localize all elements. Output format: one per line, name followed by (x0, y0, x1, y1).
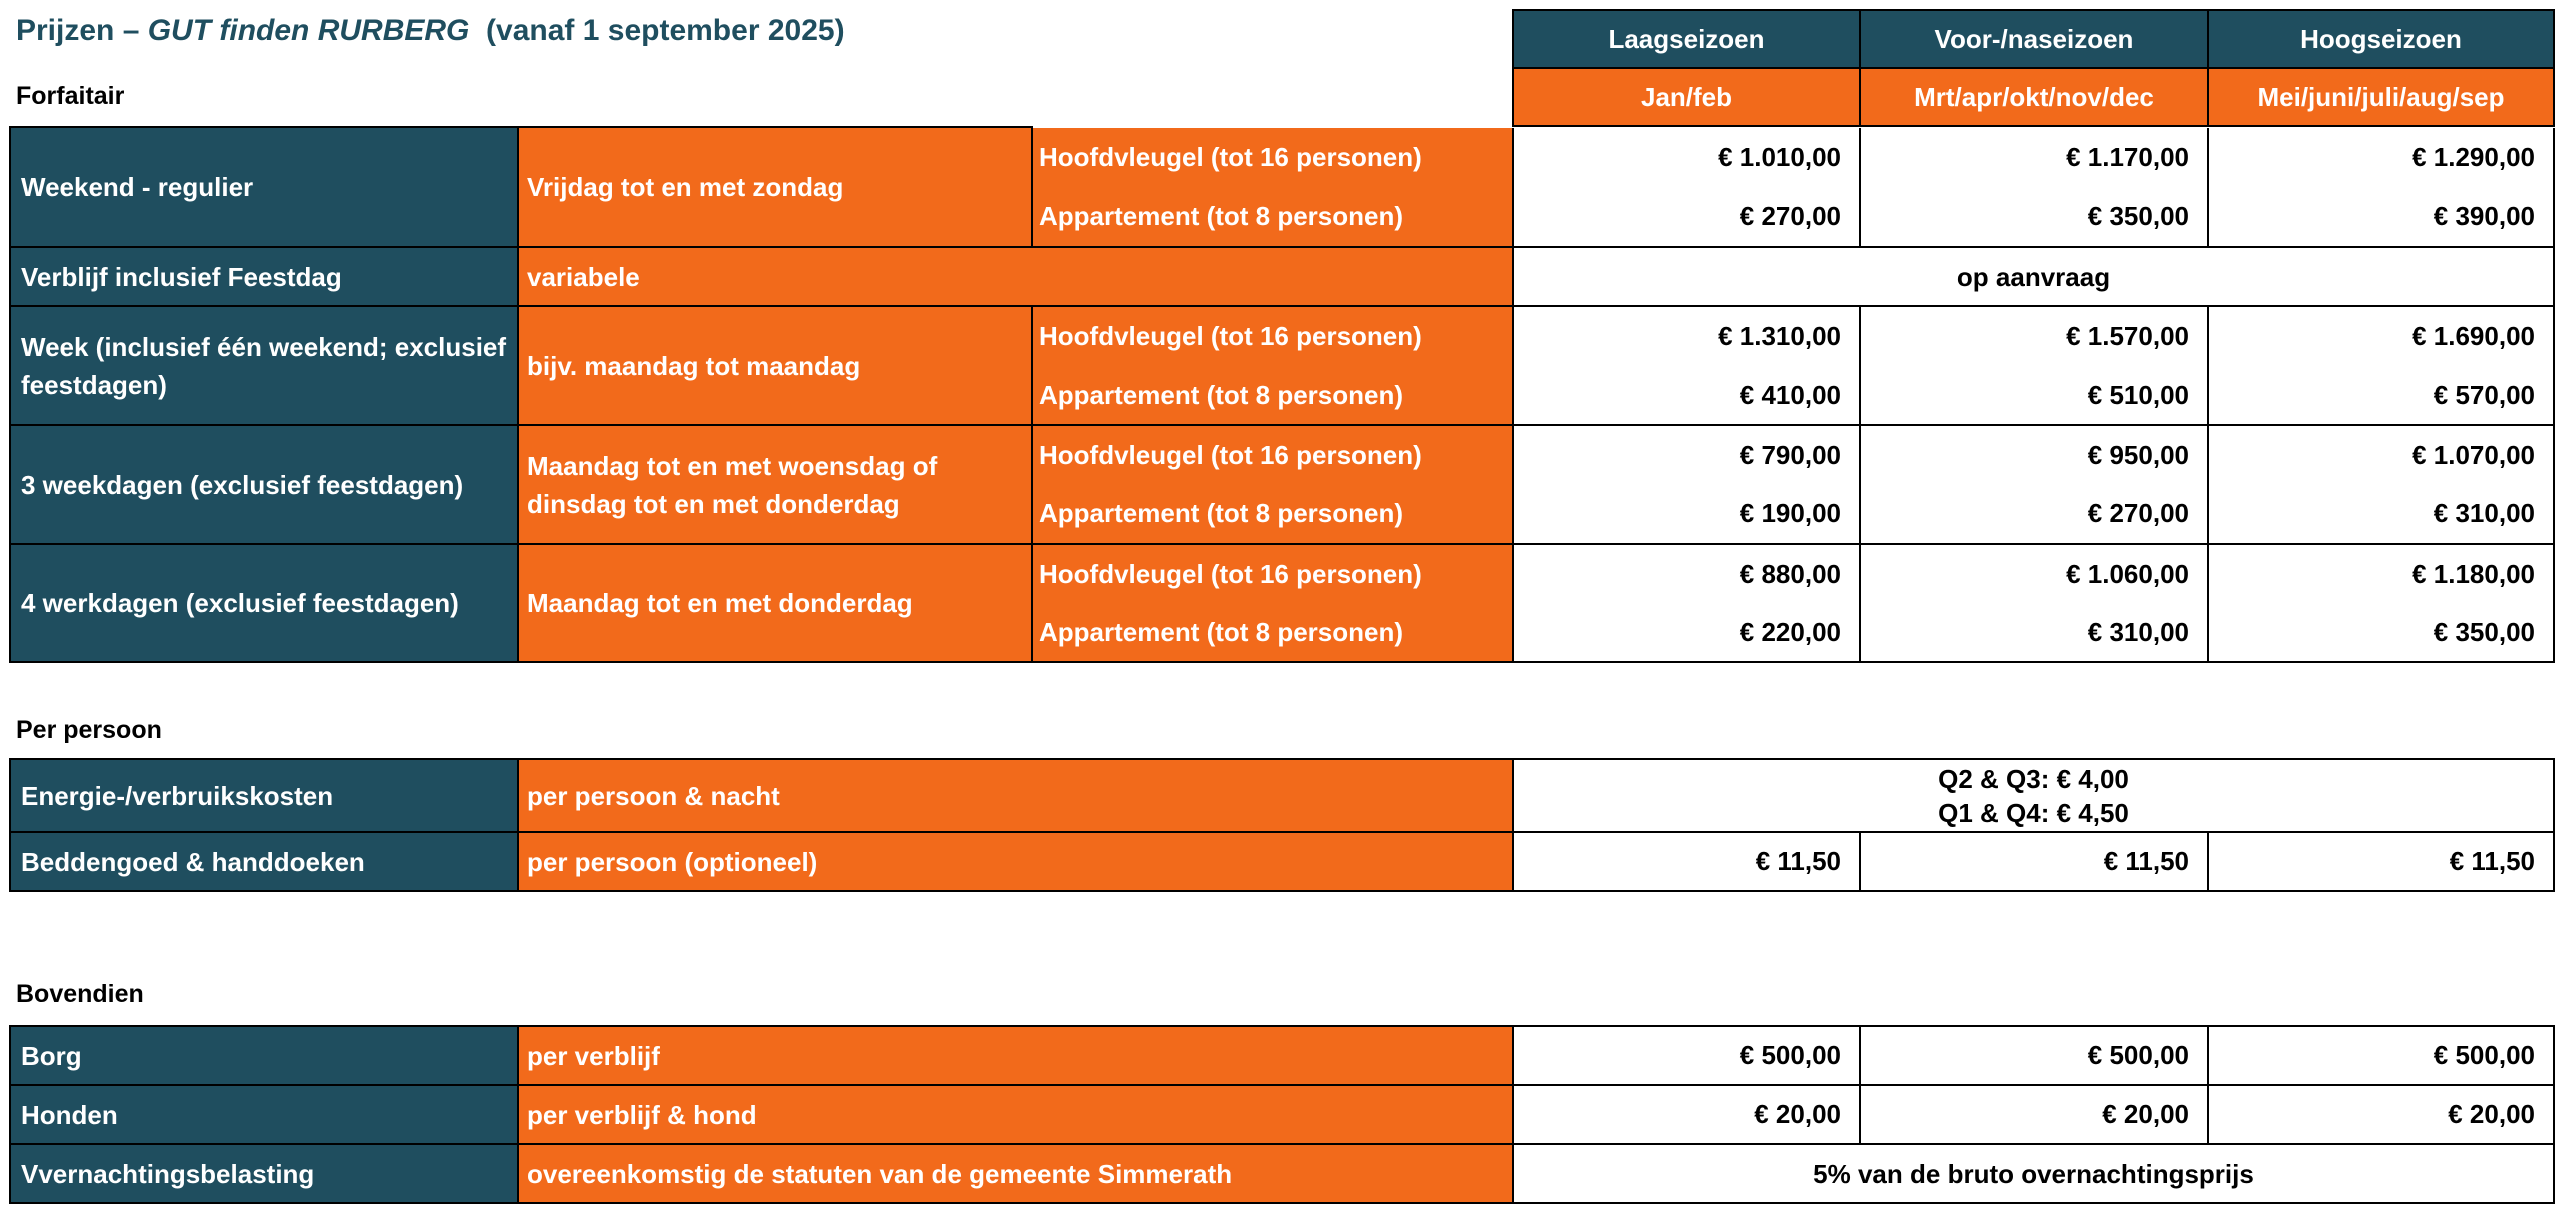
row-label-weekend: Weekend - regulier (9, 126, 519, 248)
row-desc-bedden: per persoon (optioneel) (517, 831, 1514, 892)
header-months-high: Mei/juni/juli/aug/sep (2207, 67, 2555, 127)
price-value: € 1.170,00 (1859, 128, 2209, 187)
row-label-feestdag: Verblijf inclusief Feestdag (9, 246, 519, 307)
price-value: € 500,00 (1859, 1025, 2209, 1086)
section-forfaitair: Forfaitair (16, 82, 125, 110)
price-value: € 20,00 (1859, 1084, 2209, 1145)
price-value: € 11,50 (1859, 831, 2209, 892)
price-value: € 1.570,00 (1859, 307, 2209, 366)
row-label-4-werkdagen: 4 werkdagen (exclusief feestdagen) (9, 543, 519, 663)
price-value: € 1.310,00 (1512, 307, 1861, 366)
header-season-high: Hoogseizoen (2207, 9, 2555, 69)
row-label-borg: Borg (9, 1025, 519, 1086)
price-value: € 270,00 (1512, 187, 1861, 246)
price-value: € 1.180,00 (2207, 545, 2555, 603)
row-divider (1031, 661, 2555, 663)
price-value: € 11,50 (2207, 831, 2555, 892)
price-value: € 1.010,00 (1512, 128, 1861, 187)
price-value: € 20,00 (1512, 1084, 1861, 1145)
row-desc-3-weekdagen: Maandag tot en met woensdag of dinsdag tot en met donderdag (517, 424, 1033, 545)
row-desc-4-werkdagen: Maandag tot en met donderdag (517, 543, 1033, 663)
row-desc-honden: per verblijf & hond (517, 1084, 1514, 1145)
row-label-belasting: Vvernachtingsbelasting (9, 1143, 519, 1204)
price-value: € 190,00 (1512, 484, 1861, 543)
price-value: € 500,00 (1512, 1025, 1861, 1086)
unit-hoofdvleugel: Hoofdvleugel (tot 16 personen) (1031, 307, 1514, 366)
price-value: € 310,00 (1859, 603, 2209, 661)
section-per-persoon: Per persoon (16, 716, 162, 744)
price-value: € 20,00 (2207, 1084, 2555, 1145)
price-value: € 570,00 (2207, 366, 2555, 424)
unit-appartement: Appartement (tot 8 personen) (1031, 484, 1514, 543)
price-value: € 1.290,00 (2207, 128, 2555, 187)
row-desc-weekend: Vrijdag tot en met zondag (517, 126, 1033, 248)
price-value: € 500,00 (2207, 1025, 2555, 1086)
price-value: € 270,00 (1859, 484, 2209, 543)
price-value: € 350,00 (1859, 187, 2209, 246)
unit-hoofdvleugel: Hoofdvleugel (tot 16 personen) (1031, 128, 1514, 187)
section-bovendien: Bovendien (16, 980, 144, 1008)
energie-rates (1512, 758, 2555, 833)
row-label-energie: Energie-/verbruikskosten (9, 758, 519, 833)
header-months-mid: Mrt/apr/okt/nov/dec (1859, 67, 2209, 127)
belasting-value: 5% van de bruto overnachtingsprijs (1512, 1143, 2555, 1204)
price-value: € 880,00 (1512, 545, 1861, 603)
unit-appartement: Appartement (tot 8 personen) (1031, 187, 1514, 246)
price-value: € 1.060,00 (1859, 545, 2209, 603)
price-value: € 310,00 (2207, 484, 2555, 543)
energie-rate-q1q4: Q1 & Q4: € 4,50 (1938, 797, 2129, 828)
unit-hoofdvleugel: Hoofdvleugel (tot 16 personen) (1031, 545, 1514, 603)
title-name: GUT finden RURBERG (147, 14, 470, 47)
row-desc-borg: per verblijf (517, 1025, 1514, 1086)
header-season-mid: Voor-/naseizoen (1859, 9, 2209, 69)
header-season-low: Laagseizoen (1512, 9, 1861, 69)
energie-rate-q2q3: Q2 & Q3: € 4,00 (1938, 763, 2129, 794)
price-on-request: op aanvraag (1512, 246, 2555, 307)
price-value: € 510,00 (1859, 366, 2209, 424)
price-value: € 1.070,00 (2207, 426, 2555, 484)
price-value: € 790,00 (1512, 426, 1861, 484)
row-label-3-weekdagen: 3 weekdagen (exclusief feestdagen) (9, 424, 519, 545)
row-desc-energie: per persoon & nacht (517, 758, 1514, 833)
unit-appartement: Appartement (tot 8 personen) (1031, 366, 1514, 424)
price-value: € 950,00 (1859, 426, 2209, 484)
page-title (16, 14, 845, 48)
row-desc-feestdag: variabele (517, 246, 1514, 307)
row-desc-belasting: overeenkomstig de statuten van de gemeente Simmerath (517, 1143, 1514, 1204)
row-label-honden: Honden (9, 1084, 519, 1145)
price-value: € 220,00 (1512, 603, 1861, 661)
price-value: € 1.690,00 (2207, 307, 2555, 366)
header-months-low: Jan/feb (1512, 67, 1861, 127)
price-value: € 410,00 (1512, 366, 1861, 424)
title-prefix: Prijzen – (16, 14, 148, 47)
price-value: € 350,00 (2207, 603, 2555, 661)
title-suffix: (vanaf 1 september 2025) (486, 14, 845, 47)
price-value: € 390,00 (2207, 187, 2555, 246)
row-label-week: Week (inclusief één weekend; exclusief feestdagen) (9, 305, 519, 426)
row-label-bedden: Beddengoed & handdoeken (9, 831, 519, 892)
row-desc-week: bijv. maandag tot maandag (517, 305, 1033, 426)
unit-hoofdvleugel: Hoofdvleugel (tot 16 personen) (1031, 426, 1514, 484)
unit-appartement: Appartement (tot 8 personen) (1031, 603, 1514, 661)
price-value: € 11,50 (1512, 831, 1861, 892)
